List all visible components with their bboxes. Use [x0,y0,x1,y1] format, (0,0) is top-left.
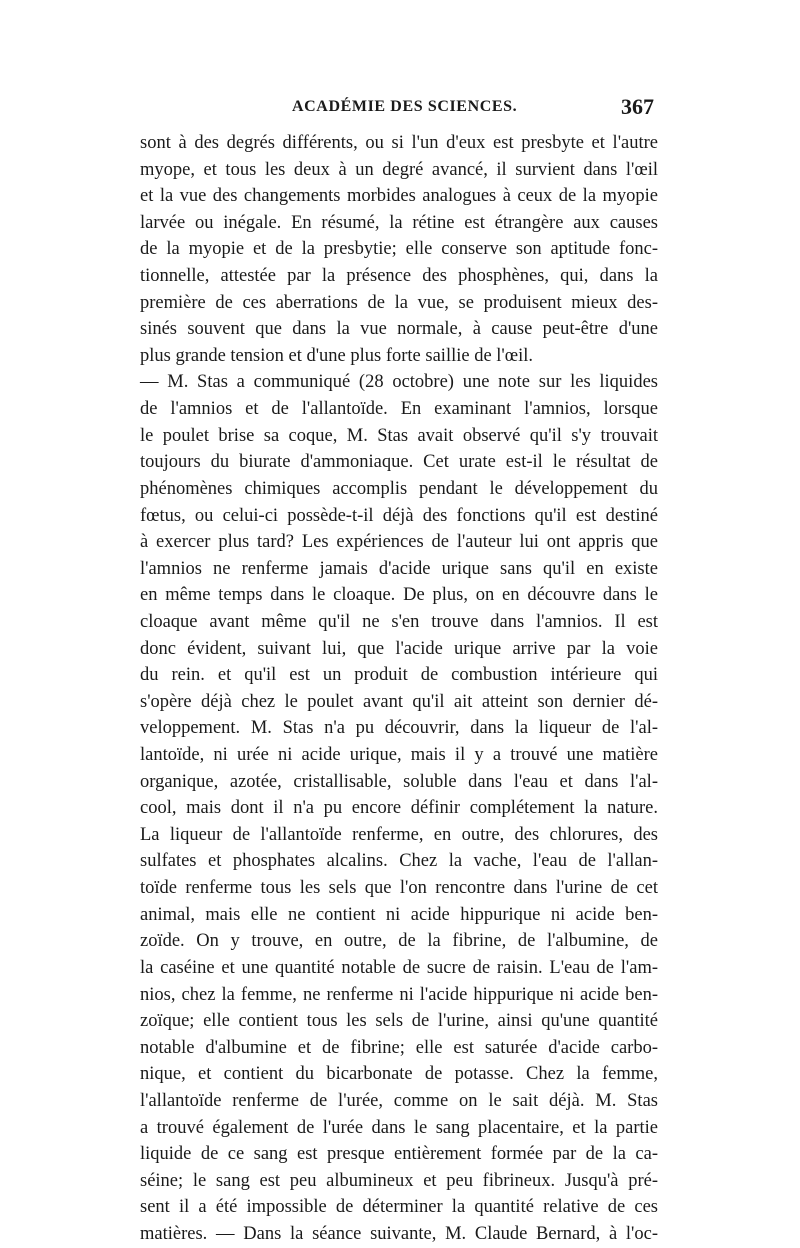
text-line: du rein. et qu'il est un produit de combustion intérieure qui [140,665,658,686]
text-line: fœtus, ou celui-ci possède-t-il déjà des fonctions qu'il est destiné [140,505,658,526]
text-line: à exercer plus tard? Les expériences de l'auteur lui ont appris que [140,532,658,553]
text-line: phénomènes chimiques accomplis pendant le développement du [140,478,658,499]
text-line: séine; le sang est peu albumineux et peu fibrineux. Jusqu'à pré- [140,1170,658,1191]
text-line: zoïde. On y trouve, en outre, de la fibrine, de l'albumine, de [140,931,658,952]
text-line: nios, chez la femme, ne renferme ni l'acide hippurique ni acide ben- [140,984,658,1005]
text-line: La liqueur de l'allantoïde renferme, en outre, des chlorures, des [140,824,658,845]
text-line: première de ces aberrations de la vue, se produisent mieux des- [140,292,658,313]
page-number: 367 [621,94,654,119]
running-title: ACADÉMIE DES SCIENCES. [292,98,518,115]
text-line: en même temps dans le cloaque. De plus, on en découvre dans le [140,585,658,606]
text-line: zoïque; elle contient tous les sels de l'urine, ainsi qu'une quantité [140,1011,658,1032]
text-line: larvée ou inégale. En résumé, la rétine est étrangère aux causes [140,212,658,233]
text-line: sinés souvent que dans la vue normale, à cause peut-être d'une [140,319,658,340]
text-line: matières. — Dans la séance suivante, M. Claude Bernard, à l'oc- [140,1223,658,1244]
text-line: l'allantoïde renferme de l'urée, comme on le sait déjà. M. Stas [140,1090,658,1111]
text-line: lantoïde, ni urée ni acide urique, mais il y a trouvé une matière [140,745,658,766]
text-line: veloppement. M. Stas n'a pu découvrir, dans la liqueur de l'al- [140,718,658,739]
text-line: de l'amnios et de l'allantoïde. En examinant l'amnios, lorsque [140,399,658,420]
text-line: donc évident, suivant lui, que l'acide urique arrive par la voie [140,638,658,659]
text-line: cloaque avant même qu'il ne s'en trouve dans l'amnios. Il est [140,611,658,632]
text-line: organique, azotée, cristallisable, soluble dans l'eau et dans l'al- [140,771,658,792]
text-line: s'opère déjà chez le poulet avant qu'il ait atteint son dernier dé- [140,691,658,712]
text-line: — M. Stas a communiqué (28 octobre) une note sur les liquides [140,372,658,393]
text-line: l'amnios ne renferme jamais d'acide urique sans qu'il en existe [140,558,658,579]
text-line: sulfates et phosphates alcalins. Chez la vache, l'eau de l'allan- [140,851,658,872]
text-line: tionnelle, attestée par la présence des phosphènes, qui, dans la [140,266,658,287]
text-line: liquide de ce sang est presque entièrement formée par de la ca- [140,1144,658,1165]
running-head [140,94,658,124]
text-line: toujours du biurate d'ammoniaque. Cet urate est-il le résultat de [140,452,658,473]
text-line: sont à des degrés différents, ou si l'un d'eux est presbyte et l'autre [140,133,658,153]
text-line: myope, et tous les deux à un degré avancé, il survient dans l'œil [140,159,658,180]
text-line: sent il a été impossible de déterminer la quantité relative de ces [140,1197,658,1218]
text-line: le poulet brise sa coque, M. Stas avait observé qu'il s'y trouvait [140,425,658,446]
text-line: animal, mais elle ne contient ni acide hippurique ni acide ben- [140,904,658,925]
text-line: a trouvé également de l'urée dans le sang placentaire, et la partie [140,1117,658,1138]
text-line: cool, mais dont il n'a pu encore définir complétement la nature. [140,798,658,819]
text-line: plus grande tension et d'une plus forte saillie de l'œil. [140,345,534,366]
text-line: de la myopie et de la presbytie; elle conserve son aptitude fonc- [140,239,658,260]
text-line: nique, et contient du bicarbonate de potasse. Chez la femme, [140,1064,658,1085]
text-line: et la vue des changements morbides analogues à ceux de la myopie [140,186,658,207]
text-line: toïde renferme tous les sels que l'on rencontre dans l'urine de cet [140,878,658,899]
body-text [140,130,658,1248]
text-line: notable d'albumine et de fibrine; elle est saturée d'acide carbo- [140,1037,658,1058]
text-line: la caséine et une quantité notable de sucre de raisin. L'eau de l'am- [140,957,658,978]
